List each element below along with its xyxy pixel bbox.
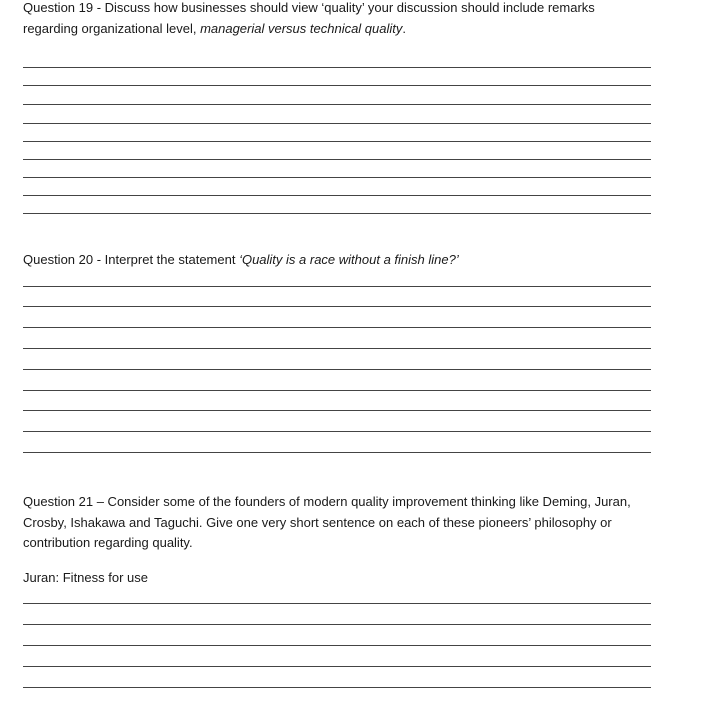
question-21-part-1: Question 21 – Consider some of the founders of modern quality improvement thinking like Deming, Juran, Crosby, Ishakawa and Taguchi. Give one very short sentence on each of these pioneers’ philosophy or contribution regarding quality. — [23, 494, 631, 550]
answer-line-q19-4[interactable] — [23, 123, 651, 124]
juran-prompt: Juran: Fitness for use — [23, 570, 148, 585]
answer-line-q19-2[interactable] — [23, 85, 651, 86]
answer-line-q20-7[interactable] — [23, 410, 651, 411]
question-19-text — [23, 0, 653, 39]
answer-line-q20-3[interactable] — [23, 327, 651, 328]
answer-line-q21-4[interactable] — [23, 666, 651, 667]
answer-line-q19-1[interactable] — [23, 67, 651, 68]
answer-line-q21-5[interactable] — [23, 687, 651, 688]
answer-line-q20-5[interactable] — [23, 369, 651, 370]
question-20-text — [23, 250, 653, 271]
answer-line-q20-1[interactable] — [23, 286, 651, 287]
question-21-text — [23, 492, 653, 554]
answer-line-q19-7[interactable] — [23, 177, 651, 178]
question-19-part-3: . — [402, 20, 407, 36]
answer-line-q19-9[interactable] — [23, 213, 651, 214]
answer-line-q19-6[interactable] — [23, 159, 651, 160]
answer-line-q20-2[interactable] — [23, 306, 651, 307]
answer-line-q19-8[interactable] — [23, 195, 651, 196]
answer-line-q19-3[interactable] — [23, 104, 651, 105]
answer-line-q21-2[interactable] — [23, 624, 651, 625]
question-20-part-2-italic: ‘Quality is a race without a finish line?’ — [239, 252, 459, 267]
answer-line-q20-6[interactable] — [23, 390, 651, 391]
answer-line-q20-8[interactable] — [23, 431, 651, 432]
question-19-part-2-italic: managerial versus technical quality — [200, 20, 403, 36]
question-19-part-1: Question 19 - Discuss how businesses should view ‘quality’ your discussion should include remarks regarding organizational level, — [23, 0, 595, 36]
question-20-part-1: Question 20 - Interpret the statement — [23, 252, 240, 267]
answer-line-q20-4[interactable] — [23, 348, 651, 349]
answer-line-q19-5[interactable] — [23, 141, 651, 142]
answer-line-q21-3[interactable] — [23, 645, 651, 646]
answer-line-q21-1[interactable] — [23, 603, 651, 604]
answer-line-q20-9[interactable] — [23, 452, 651, 453]
